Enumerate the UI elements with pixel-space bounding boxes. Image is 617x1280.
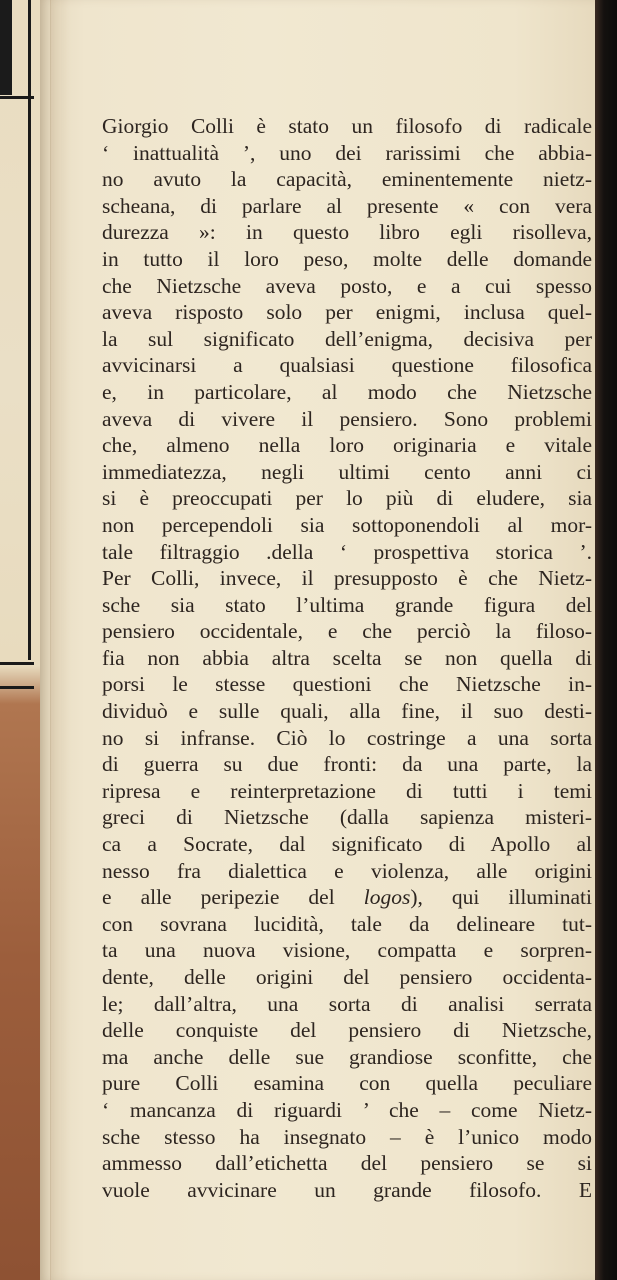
book-edge-dark-block	[0, 0, 12, 95]
blurb-line-text: ), qui illuminati	[410, 885, 592, 910]
blurb-line: tale filtraggio .della ‘ prospettiva storica ’.	[102, 539, 592, 564]
blurb-line: non percependoli sia sottoponendoli al mor-	[102, 512, 592, 537]
blurb-italic-term: logos	[363, 885, 411, 910]
blurb-line: che Nietzsche aveva posto, e a cui spesso	[102, 273, 592, 298]
blurb-line: si è preoccupati per lo più di eludere, sia	[102, 486, 592, 511]
blurb-line: in tutto il loro peso, molte delle domande	[102, 246, 592, 271]
blurb-line: avvicinarsi a qualsiasi questione filosofica	[102, 353, 592, 378]
right-dark-edge	[595, 0, 617, 1280]
blurb-line: pensiero occidentale, e che perciò la filoso-	[102, 619, 592, 644]
blurb-line: no avuto la capacità, eminentemente nietz-	[102, 167, 592, 192]
blurb-line: ammesso dall’etichetta del pensiero se si	[102, 1151, 592, 1176]
blurb-line: con sovrana lucidità, tale da delineare tut-	[102, 911, 592, 936]
blurb-line: aveva di vivere il pensiero. Sono problemi	[102, 406, 592, 431]
book-edge-rule	[0, 662, 34, 665]
blurb-line: le; dall’altra, una sorta di analisi serrata	[102, 991, 592, 1016]
cover-fold	[50, 0, 71, 1280]
blurb-line: ‘ mancanza di riguardi ’ che – come Nietz-	[102, 1097, 592, 1122]
book-edge-rule	[0, 686, 34, 689]
blurb-line: durezza »: in questo libro egli risolleva,	[102, 220, 592, 245]
blurb-line: no si infranse. Ciò lo costringe a una sorta	[102, 725, 592, 750]
blurb-line: la sul significato dell’enigma, decisiva per	[102, 326, 592, 351]
blurb-line: dividuò e sulle quali, alla fine, il suo desti-	[102, 699, 592, 724]
blurb-line: fia non abbia altra scelta se non quella di	[102, 645, 592, 670]
blurb-line-text: e alle peripezie del	[102, 885, 364, 910]
blurb-line: pure Colli esamina con quella peculiare	[102, 1071, 592, 1096]
blurb-line: delle conquiste del pensiero di Nietzsche,	[102, 1018, 592, 1043]
blurb-line: ‘ inattualità ’, uno dei rarissimi che abbia-	[102, 140, 592, 165]
blurb-line: immediatezza, negli ultimi cento anni ci	[102, 459, 592, 484]
back-cover-blurb	[102, 113, 592, 1203]
blurb-line: dente, delle origini del pensiero occidenta-	[102, 965, 592, 989]
book-edge-line	[28, 0, 31, 660]
adjacent-book-edge	[0, 0, 40, 1280]
blurb-line: ta una nuova visione, compatta e sorpren-	[102, 938, 592, 963]
book-edge-rule	[0, 96, 34, 99]
blurb-line: scheana, di parlare al presente « con vera	[102, 193, 592, 218]
blurb-line	[102, 884, 592, 911]
blurb-line: vuole avvicinare un grande filosofo. E	[102, 1177, 592, 1202]
blurb-line: sche sia stato l’ultima grande figura del	[102, 592, 592, 617]
blurb-line: Giorgio Colli è stato un filosofo di radicale	[102, 114, 592, 138]
blurb-line: che, almeno nella loro originaria e vitale	[102, 433, 592, 458]
blurb-line: e, in particolare, al modo che Nietzsche	[102, 379, 592, 404]
blurb-line: aveva risposto solo per enigmi, inclusa quel-	[102, 300, 592, 325]
blurb-line: ca a Socrate, dal significato di Apollo al	[102, 832, 592, 857]
blurb-line: di guerra su due fronti: da una parte, la	[102, 752, 592, 777]
book-back-cover	[40, 0, 598, 1280]
blurb-line: ripresa e reinterpretazione di tutti i temi	[102, 778, 592, 803]
blurb-line: nesso fra dialettica e violenza, alle origini	[102, 858, 592, 883]
blurb-line: greci di Nietzsche (dalla sapienza misteri-	[102, 805, 592, 830]
blurb-line: sche stesso ha insegnato – è l’unico modo	[102, 1124, 592, 1149]
blurb-line: ma anche delle sue grandiose sconfitte, che	[102, 1044, 592, 1069]
blurb-line: porsi le stesse questioni che Nietzsche in-	[102, 672, 592, 697]
blurb-line: Per Colli, invece, il presupposto è che Nietz-	[102, 566, 592, 591]
